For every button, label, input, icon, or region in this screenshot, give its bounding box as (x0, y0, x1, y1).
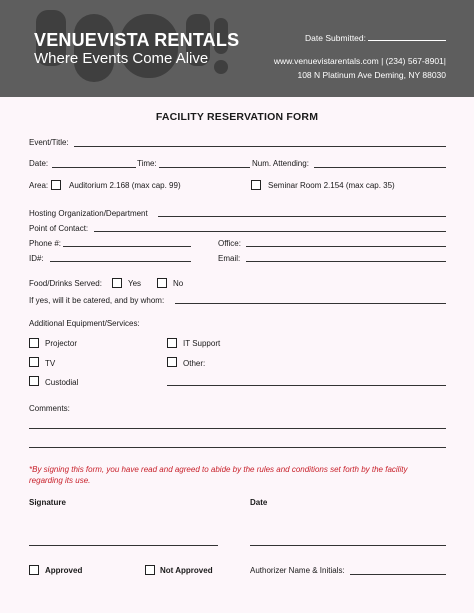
tv-checkbox[interactable] (29, 357, 39, 367)
contact-line: www.venuevistarentals.com | (234) 567-8901| (273, 56, 446, 66)
other-label: Other: (183, 359, 206, 368)
brand-tagline: Where Events Come Alive (34, 50, 209, 67)
authorizer-field[interactable] (350, 574, 446, 575)
it-support-checkbox[interactable] (167, 338, 177, 348)
approved-checkbox[interactable] (29, 565, 39, 575)
point-of-contact-label: Point of Contact: (29, 224, 89, 233)
date-submitted (305, 33, 446, 44)
it-support-label: IT Support (183, 339, 221, 348)
point-of-contact-field[interactable] (94, 231, 446, 232)
not-approved-checkbox[interactable] (145, 565, 155, 575)
phone-field[interactable] (63, 246, 191, 247)
custodial-checkbox[interactable] (29, 376, 39, 386)
auditorium-checkbox[interactable] (51, 180, 61, 190)
time-field[interactable] (159, 167, 250, 168)
num-attending-field[interactable] (314, 167, 446, 168)
phone-label: Phone #: (29, 239, 62, 248)
event-title-label: Event/Title: (29, 138, 69, 147)
projector-label: Projector (45, 339, 78, 348)
office-label: Office: (218, 239, 241, 248)
authorizer-label: Authorizer Name & Initials: (250, 566, 345, 575)
brand-name: VENUEVISTA RENTALS (34, 30, 240, 50)
id-field[interactable] (50, 261, 191, 262)
disclaimer-text: *By signing this form, you have read and agreed to abide by the rules and conditions set forth by the facility regarding its use. (29, 465, 408, 485)
email-field[interactable] (246, 261, 446, 262)
projector-checkbox[interactable] (29, 338, 39, 348)
comments-label: Comments: (29, 404, 70, 413)
auditorium-label: Auditorium 2.168 (max cap. 99) (69, 181, 181, 190)
email-label: Email: (218, 254, 241, 263)
brand (34, 30, 239, 68)
time-label: Time: (137, 159, 157, 168)
not-approved-label: Not Approved (160, 566, 213, 575)
approved-label: Approved (45, 566, 83, 575)
date-submitted-line[interactable] (368, 40, 446, 41)
address-line: 108 N Platinum Ave Deming, NY 88030 (297, 70, 446, 80)
date-submitted-label: Date Submitted: (305, 33, 366, 43)
seminar-room-label: Seminar Room 2.154 (max cap. 35) (268, 181, 395, 190)
food-no-label: No (173, 279, 184, 288)
equipment-label: Additional Equipment/Services: (29, 319, 140, 328)
food-yes-checkbox[interactable] (112, 278, 122, 288)
other-checkbox[interactable] (167, 357, 177, 367)
area-label: Area: (29, 181, 49, 190)
date-label: Date: (29, 159, 49, 168)
signature-label: Signature (29, 498, 66, 507)
event-title-field[interactable] (74, 146, 446, 147)
food-no-checkbox[interactable] (157, 278, 167, 288)
num-attending-label: Num. Attending: (252, 159, 309, 168)
signature-date-label: Date (250, 498, 268, 507)
food-yes-label: Yes (128, 279, 142, 288)
hosting-org-label: Hosting Organization/Department (29, 209, 148, 218)
hosting-org-field[interactable] (158, 216, 446, 217)
form-title: FACILITY RESERVATION FORM (155, 111, 319, 123)
header-banner (0, 0, 474, 97)
office-field[interactable] (246, 246, 446, 247)
date-field[interactable] (52, 167, 136, 168)
tv-label: TV (45, 359, 56, 368)
catered-field[interactable] (175, 303, 446, 304)
catered-label: If yes, will it be catered, and by whom: (29, 296, 165, 305)
reservation-form (0, 97, 474, 613)
food-drinks-label: Food/Drinks Served: (29, 279, 102, 288)
comments-line-2[interactable] (29, 447, 446, 448)
id-label: ID#: (29, 254, 44, 263)
custodial-label: Custodial (45, 378, 79, 387)
signature-field[interactable] (29, 545, 218, 546)
other-field[interactable] (167, 385, 446, 386)
signature-date-field[interactable] (250, 545, 446, 546)
seminar-room-checkbox[interactable] (251, 180, 261, 190)
comments-line-1[interactable] (29, 428, 446, 429)
